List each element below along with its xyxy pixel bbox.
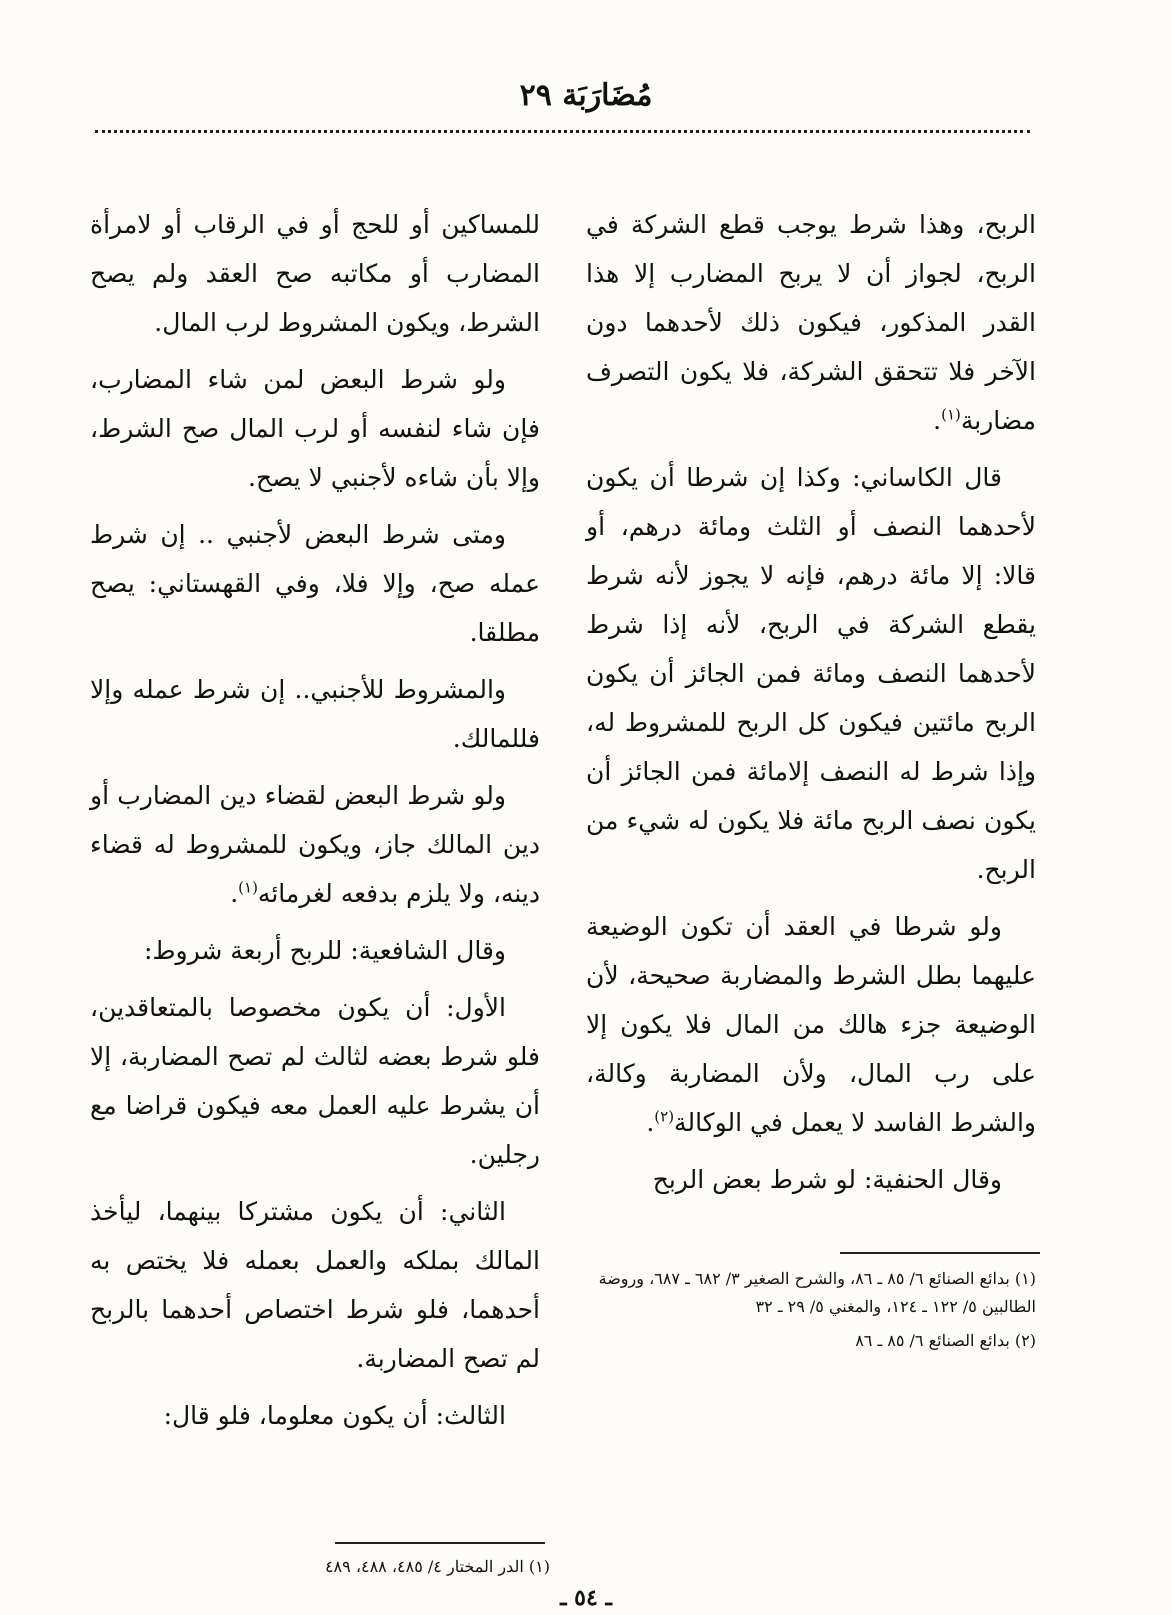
page-number: ـ ٥٤ ـ bbox=[560, 1585, 612, 1611]
right-paragraph-3: ولو شرطا في العقد أن تكون الوضيعة عليهما بطل الشرط والمضاربة صحيحة، لأن الوضيعة جزء هالك من المال فلا يكون إلا على رب المال، ولأن المضاربة وكالة، والشرط الفاسد لا يعمل في الوكالة$^{(٢)}$. bbox=[586, 912, 1036, 1137]
left-paragraph-7: الأول: أن يكون مخصوصا بالمتعاقدين، فلو شرط بعضه لثالث لم تصح المضاربة، إلا أن يشرط عليه العمل معه فيكون قراضا مع رجلين. bbox=[90, 993, 540, 1169]
footnote-item: (١) الدر المختار ٤/ ٤٨٥، ٤٨٨، ٤٨٩ bbox=[324, 1557, 550, 1576]
left-paragraph-1: للمساكين أو للحج أو في الرقاب أو لامرأة المضارب أو مكاتبه صح العقد ولم يصح الشرط، ويكون المشروط لرب المال. bbox=[90, 210, 540, 337]
left-paragraph-6: وقال الشافعية: للربح أربعة شروط: bbox=[143, 936, 506, 965]
left-paragraph-5: ولو شرط البعض لقضاء دين المضارب أو دين المالك جاز، ويكون للمشروط له قضاء دينه، ولا يلزم بدفعه لغرمائه$^{(١)}$. bbox=[90, 781, 540, 908]
right-paragraph-4: وقال الحنفية: لو شرط بعض الربح bbox=[652, 1165, 1002, 1194]
left-paragraph-3: ومتى شرط البعض لأجنبي .. إن شرط عمله صح، وإلا فلا، وفي القهستاني: يصح مطلقا. bbox=[90, 520, 540, 647]
footnote-divider-left bbox=[335, 1542, 545, 1544]
header-dotted-rule bbox=[95, 130, 1030, 133]
left-paragraph-4: والمشروط للأجنبي.. إن شرط عمله وإلا فللمالك. bbox=[90, 675, 540, 753]
footnote-ref[interactable]: (٢) bbox=[654, 1107, 675, 1126]
footnote-divider-right bbox=[840, 1252, 1040, 1254]
footnote-item: (١) بدائع الصنائع ٦/ ٨٥ ـ ٨٦، والشرح الصغير ٣/ ٦٨٢ ـ ٦٨٧، وروضة الطالبين ٥/ ١٢٢ ـ ١٢٤، والمغني ٥/ ٢٩ ـ ٣٢ bbox=[598, 1269, 1036, 1316]
footnote-ref[interactable]: (١) bbox=[941, 405, 961, 424]
left-footnotes bbox=[90, 1553, 550, 1587]
left-paragraph-2: ولو شرط البعض لمن شاء المضارب، فإن شاء لنفسه أو لرب المال صح الشرط، وإلا بأن شاءه لأجنبي لا يصح. bbox=[90, 365, 540, 492]
right-column bbox=[586, 200, 1036, 1212]
left-paragraph-9: الثالث: أن يكون معلوما، فلو قال: bbox=[163, 1401, 506, 1430]
right-paragraph-2: قال الكاساني: وكذا إن شرطا أن يكون لأحدهما النصف أو الثلث ومائة درهم، أو قالا: إلا مائة درهم، فإنه لا يجوز لأنه شرط يقطع الشركة في الربح، لأنه إذا شرط لأحدهما النصف ومائة فمن الجائز أن يكون الربح مائتين فيكون كل الربح للمشروط له، وإذا شرط له النصف إلامائة فمن الجائز أن يكون نصف الربح مائة فلا يكون له شيء من الربح. bbox=[586, 463, 1036, 884]
left-paragraph-8: الثاني: أن يكون مشتركا بينهما، ليأخذ المالك بملكه والعمل بعمله فلا يختص به أحدهما، فلو شرط اختصاص أحدهما بالربح لم تصح المضاربة. bbox=[90, 1197, 540, 1373]
right-footnotes bbox=[586, 1265, 1036, 1361]
footnote-item: (٢) بدائع الصنائع ٦/ ٨٥ ـ ٨٦ bbox=[855, 1331, 1036, 1350]
left-column bbox=[90, 200, 540, 1448]
right-paragraph-1: الربح، وهذا شرط يوجب قطع الشركة في الربح، لجواز أن لا يربح المضارب إلا هذا القدر المذكور، فيكون ذلك لأحدهما دون الآخر فلا تتحقق الشركة، فلا يكون التصرف مضاربة$^{(١)}$. bbox=[586, 210, 1036, 435]
footnote-ref[interactable]: (١) bbox=[238, 878, 258, 897]
running-header-title: مُضَارَبَة ٢٩ bbox=[519, 78, 653, 113]
